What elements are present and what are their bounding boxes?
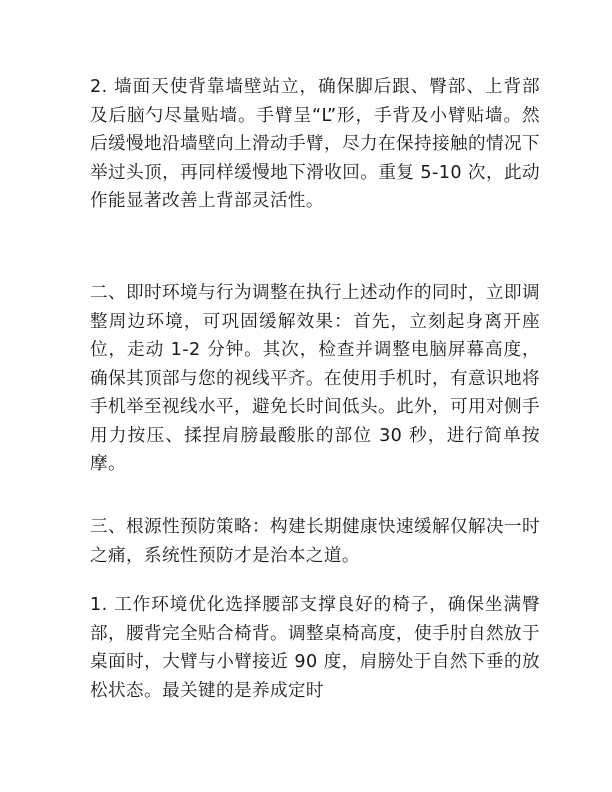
- paragraph-environment-adjustment: 二、即时环境与行为调整在执行上述动作的同时，立即调整周边环境，可巩固缓解效果：首先，立刻起身离开座位，走动 1-2 分钟。其次，检查并调整电脑屏幕高度，确保其顶部与您的视线平齐。在使用手机时，有意识地将手机举至视线水平，避免长时间低头。此外，可用对侧手用力按压、揉捏肩膀最酸胀的部位 30 秒，进行简单按摩。: [90, 283, 540, 474]
- paragraph-prevention-strategy: 三、根源性预防策略：构建长期健康快速缓解仅解决一时之痛，系统性预防才是治本之道。: [90, 517, 540, 566]
- paragraph-wall-angel: 2. 墙面天使背靠墙壁站立，确保脚后跟、臀部、上背部及后脑勺尽量贴墙。手臂呈“L”形，手背及小臂贴墙。然后缓慢地沿墙壁向上滑动手臂，尽力在保持接触的情况下举过头顶，再同样缓慢地下滑收回。重复 5-10 次，此动作能显著改善上背部灵活性。: [90, 77, 540, 211]
- paragraph-work-environment: 1. 工作环境优化选择腰部支撑良好的椅子，确保坐满臀部，腰背完全贴合椅背。调整桌椅高度，使手肘自然放于桌面时，大臂与小臂接近 90 度，肩膀处于自然下垂的放松状态。最关键的是养成定时: [90, 595, 540, 701]
